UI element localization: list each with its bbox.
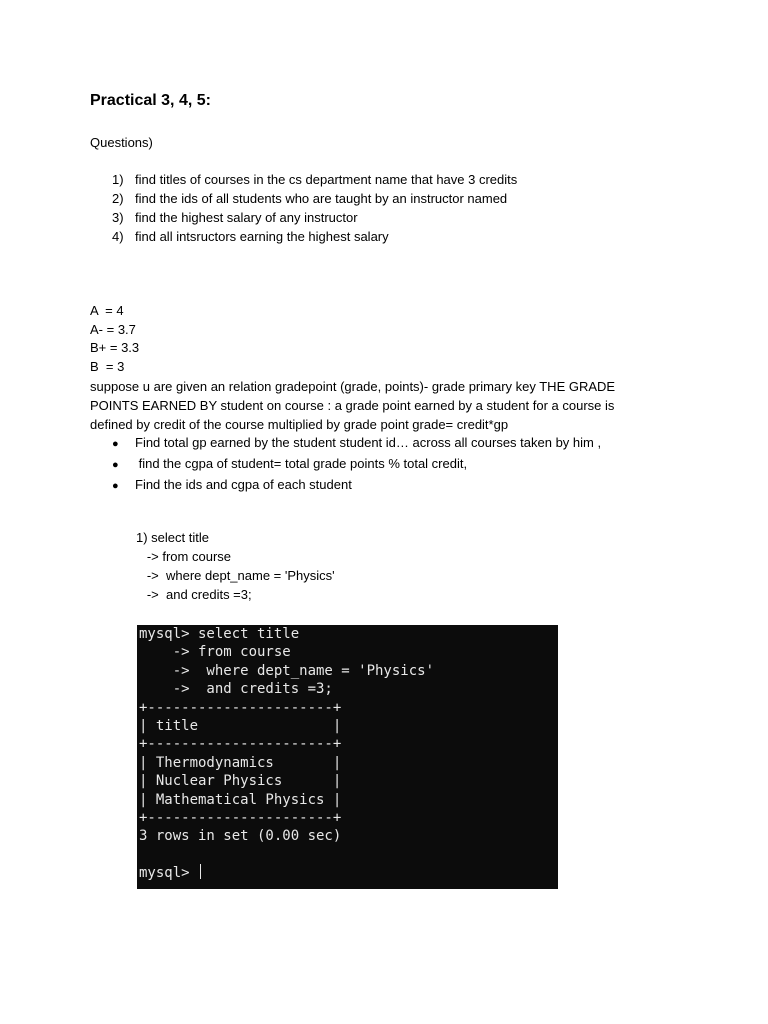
terminal-line: +----------------------+: [139, 810, 342, 827]
grade-line: B = 3: [90, 358, 125, 374]
terminal-line: -> and credits =3;: [139, 681, 333, 698]
question-number: 2): [112, 191, 124, 206]
terminal-cursor: [200, 864, 201, 879]
terminal-line: | Thermodynamics |: [139, 754, 342, 771]
terminal-line: | Mathematical Physics |: [139, 791, 342, 808]
sql-line: -> from course: [136, 549, 231, 564]
terminal-line: -> where dept_name = 'Physics': [139, 662, 435, 679]
terminal-output: [139, 625, 434, 883]
bullet-text: Find the ids and cgpa of each student: [135, 477, 352, 492]
bullet-icon: ●: [112, 438, 119, 450]
terminal-line: -> from course: [139, 644, 291, 661]
sql-line: -> where dept_name = 'Physics': [136, 568, 335, 583]
terminal-prompt: mysql>: [139, 865, 199, 882]
question-text: find the ids of all students who are taught by an instructor named: [135, 191, 508, 206]
grade-line: A- = 3.7: [90, 321, 136, 337]
terminal-prompt-line: [139, 864, 434, 882]
sql-line: -> and credits =3;: [136, 587, 252, 602]
question-text: find titles of courses in the cs department name that have 3 credits: [135, 172, 518, 187]
terminal-line: | Nuclear Physics |: [139, 773, 342, 790]
question-text: find the highest salary of any instructor: [135, 210, 358, 225]
bullet-item: [112, 475, 601, 496]
bullet-icon: ●: [112, 480, 119, 492]
terminal-line: 3 rows in set (0.00 sec): [139, 828, 342, 845]
sql-answer: [136, 528, 335, 604]
question-item: [112, 208, 517, 227]
bullet-text: find the cgpa of student= total grade points % total credit,: [135, 456, 468, 471]
page-title: Practical 3, 4, 5:: [90, 92, 211, 109]
question-number: 1): [112, 172, 124, 187]
terminal-screenshot: [137, 625, 558, 889]
terminal-line: | title |: [139, 718, 342, 735]
terminal-line: +----------------------+: [139, 736, 342, 753]
grade-line: A = 4: [90, 303, 124, 318]
question-text: find all intsructors earning the highest salary: [135, 229, 389, 244]
questions-list: [112, 170, 517, 246]
terminal-line: +----------------------+: [139, 699, 342, 716]
terminal-line: [139, 846, 434, 864]
grade-line: B+ = 3.3: [90, 340, 140, 355]
question-number: 4): [112, 229, 124, 244]
question-number: 3): [112, 210, 124, 225]
task-bullets: [112, 433, 601, 496]
bullet-item: [112, 454, 601, 475]
bullet-text: Find total gp earned by the student student id… across all courses taken by him ,: [135, 435, 602, 450]
bullet-item: [112, 433, 601, 454]
problem-description: suppose u are given an relation gradepoint (grade, points)- grade primary key THE GRADE POINTS EARNED BY student on course : a grade point earned by a student for a course is defined by credit of the course multiplied by grade point grade= credit*gp: [90, 379, 616, 432]
questions-label: Questions): [90, 135, 153, 150]
sql-line: 1) select title: [136, 530, 209, 545]
question-item: [112, 189, 517, 208]
bullet-icon: ●: [112, 459, 119, 471]
terminal-line: mysql> select title: [139, 626, 300, 642]
question-item: [112, 227, 517, 246]
grade-values: [90, 302, 139, 376]
question-item: [112, 170, 517, 189]
